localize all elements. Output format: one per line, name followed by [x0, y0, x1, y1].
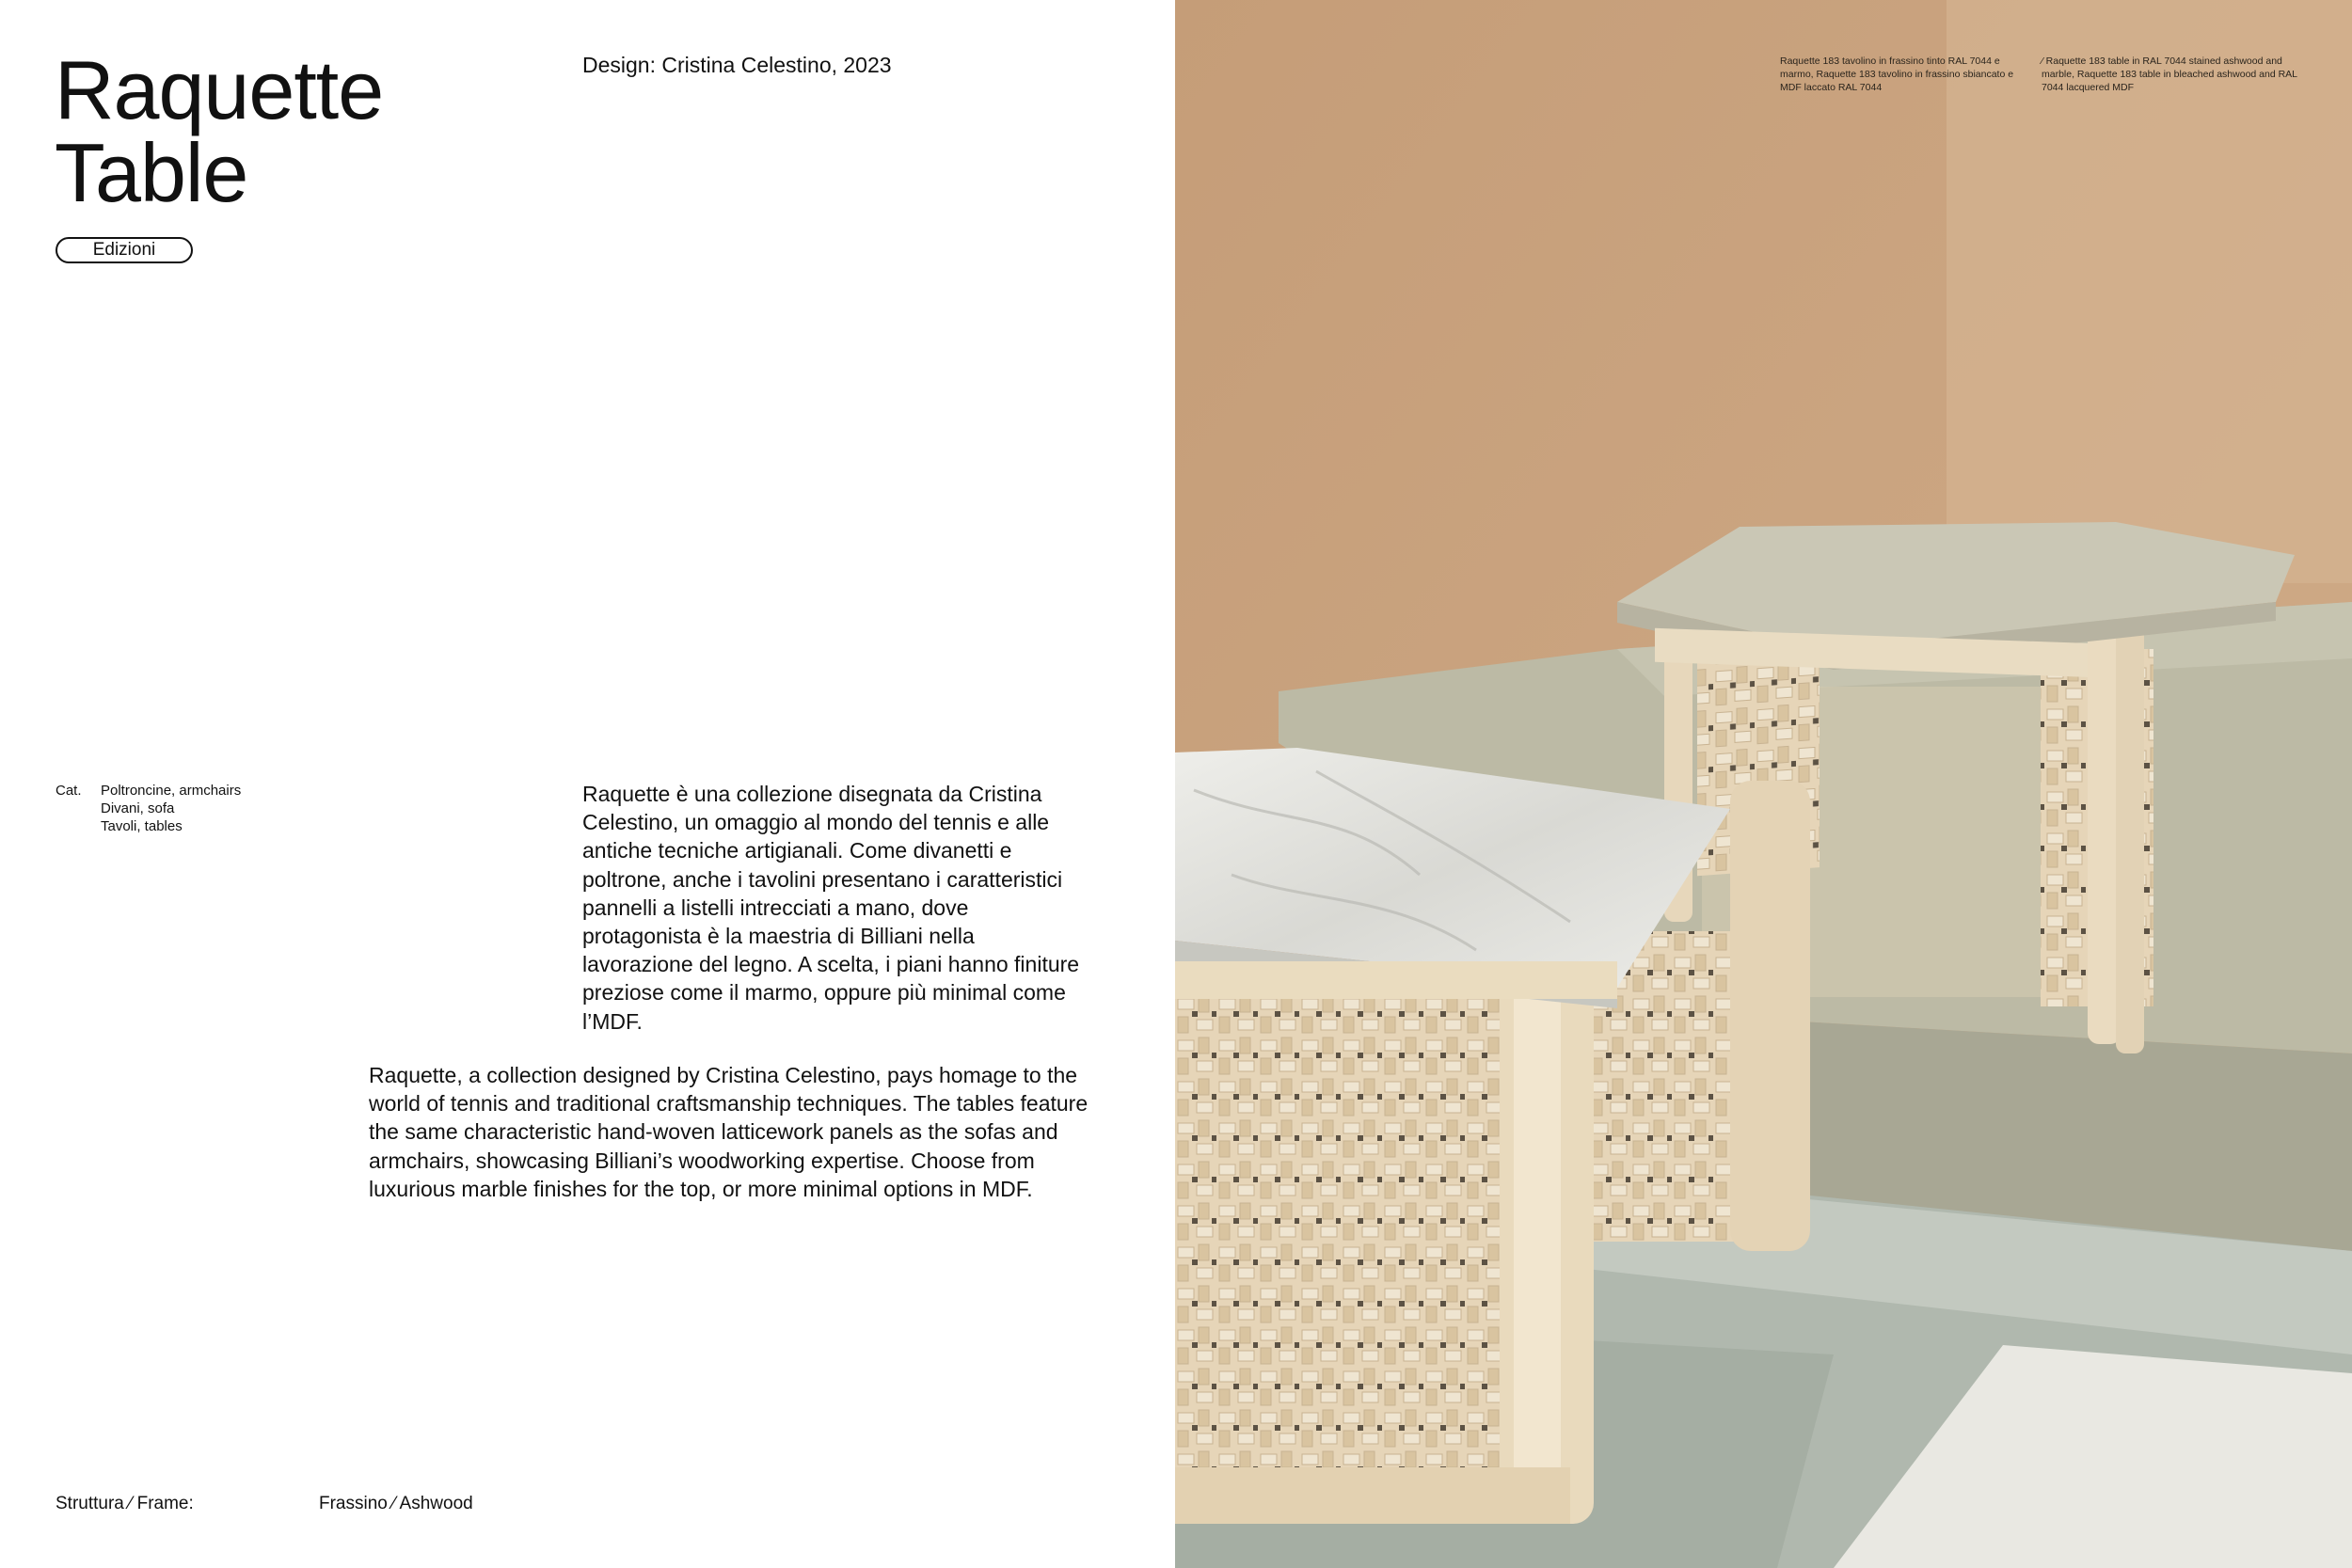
text-page	[0, 0, 1175, 1568]
category-item: Poltroncine, armchairs	[101, 783, 242, 799]
page-title	[55, 43, 384, 219]
product-photo-illustration	[1175, 0, 2352, 1568]
collection-badge: Edizioni	[56, 237, 193, 263]
description-english: Raquette, a collection designed by Cristina Celestino, pays homage to the world of tennis and traditional craftsmanship techniques. The tables feature the same characteristic hand-woven latticework panels as the sofas and armchairs, showcasing Billiani’s woodworking expertise. Choose from luxurious marble finishes for the top, or more minimal options in MDF.	[369, 1063, 1089, 1201]
category-list	[101, 782, 241, 835]
title-line-2: Table	[55, 126, 248, 219]
product-photo	[1175, 0, 2352, 1568]
category-item: Tavoli, tables	[101, 818, 183, 834]
photo-caption-english: ⁄ Raquette 183 table in RAL 7044 stained ashwood and marble, Raquette 183 table in bleached ashwood and RAL 7044 lacquered MDF	[2042, 55, 2297, 93]
designer-credit: Design: Cristina Celestino, 2023	[582, 53, 892, 77]
category-item: Divani, sofa	[101, 800, 175, 816]
title-line-1: Raquette	[55, 43, 384, 136]
frame-value: Frassino ⁄ Ashwood	[319, 1494, 473, 1513]
woven-panel-front	[1175, 978, 1533, 1486]
description-italian: Raquette è una collezione disegnata da Cristina Celestino, un omaggio al mondo del tennis e alle antiche tecniche artigianali. Come divanetti e poltrone, anche i tavolini presentano i caratteristici pannelli a listelli intrecciati a mano, dove protagonista è la maestria di Billiani nella lavorazione del legno. A scelta, i piani hanno finiture preziose come il marmo, oppure più minimal come l’MDF.	[582, 782, 1080, 1034]
category-label: Cat.	[56, 783, 82, 799]
photo-caption-italian: Raquette 183 tavolino in frassino tinto RAL 7044 e marmo, Raquette 183 tavolino in frassino sbiancato e MDF laccato RAL 7044	[1780, 55, 2014, 93]
frame-label: Struttura ⁄ Frame:	[56, 1494, 194, 1513]
